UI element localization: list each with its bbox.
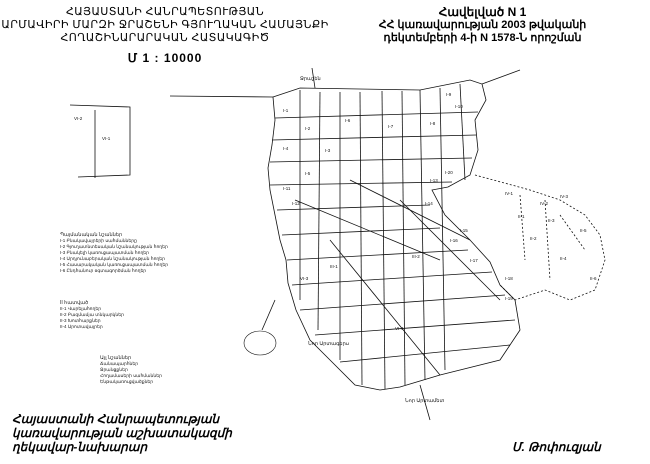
legend-group-2 xyxy=(60,300,124,330)
legend-group-3 xyxy=(100,355,162,385)
plot-label: I-13 xyxy=(430,178,438,183)
plot-label: VI-3 xyxy=(300,276,309,281)
plot-label: I-7 xyxy=(388,124,394,129)
plot-labels xyxy=(74,92,597,331)
plot-label: I-2 xyxy=(305,126,311,131)
plot-label: I-9 xyxy=(446,92,452,97)
legend-item: II-3 Խոտհարքներ xyxy=(60,318,101,323)
legend-heading: II հատված xyxy=(60,300,89,306)
plot-label: IV-1 xyxy=(505,191,514,196)
road-label-bottom-left: Նոր Արտագերս xyxy=(308,341,349,347)
legend-item: I-3 Բնակելի կառուցապատման հողեր xyxy=(60,250,150,255)
plot-label: I-4 xyxy=(283,146,289,151)
legend-item: I-5 Հասարակական կառուցապատման հողեր xyxy=(60,262,169,267)
east-lobe xyxy=(475,175,605,300)
legend-item: Հողամասերի սահմաններ xyxy=(100,373,162,378)
road-label-bottom-right: Նոր Արտամետ xyxy=(405,398,445,404)
plot-label: I-16 xyxy=(450,238,458,243)
plot-label: I-19 xyxy=(505,296,513,301)
plot-label: II-1 xyxy=(518,214,525,219)
map-title-line-3: ՀՈՂԱՇԻՆԱՐԱՐԱԿԱՆ ՀԱՏԱԿԱԳԻԾ xyxy=(60,32,270,44)
legend-heading: Պայմանական նշաններ xyxy=(60,232,123,238)
map-title-line-2: ԱՐՄԱՎԻՐԻ ՄԱՐԶԻ ՋՐԱՇԵՆԻ ԳՅՈՒՂԱԿԱՆ ՀԱՄԱՅՆՔԻ xyxy=(1,19,329,31)
plot-label: II-6 xyxy=(590,276,597,281)
plot-label: IV-2 xyxy=(540,201,549,206)
legend-item: I-2 Գյուղատնտեսական նշանակության հողեր xyxy=(60,244,168,249)
legend-item: II-2 Բազմամյա տնկարկներ xyxy=(60,312,124,317)
signatory-name: Մ. Թոփուզյան xyxy=(512,440,601,454)
plot-label: I-1 xyxy=(283,108,289,113)
legend-item: Ջրանցքներ xyxy=(100,367,128,372)
plot-label: I-18 xyxy=(505,276,513,281)
map-title-line-1: ՀԱՅԱՍՏԱՆԻ ՀԱՆՐԱՊԵՏՈՒԹՅԱՆ xyxy=(65,6,265,18)
plot-label: III-1 xyxy=(330,264,338,269)
signatory-line-3: ղեկավար-նախարար xyxy=(12,440,148,454)
signatory-title xyxy=(12,412,232,454)
annex-line-3: դեկտեմբերի 4-ի N 1578-Ն որոշման xyxy=(383,32,582,44)
plot-label: I-6 xyxy=(345,118,351,123)
map-scale: Մ 1 : 10000 xyxy=(127,51,203,65)
plot-label: II-5 xyxy=(580,228,587,233)
plot-label: II-4 xyxy=(560,256,567,261)
legend-item: Ենթակառուցվածքներ xyxy=(100,379,154,384)
field-outline xyxy=(244,331,276,355)
plot-label: II-2 xyxy=(530,236,537,241)
plot-label: VI-4 xyxy=(395,326,404,331)
plot-label: I-12 xyxy=(292,201,300,206)
plot-label: III-2 xyxy=(412,254,420,259)
legend-item: I-4 Արդյունաբերական նշանակության հողեր xyxy=(60,256,165,261)
legend-group-1 xyxy=(60,232,168,274)
road-southwest xyxy=(262,300,275,330)
plot-label: I-14 xyxy=(425,201,433,206)
road-northeast xyxy=(482,70,520,84)
plot-label: I-20 xyxy=(445,170,453,175)
legend-item: II-1 Վարելահողեր xyxy=(60,306,102,311)
annex-line-2: ՀՀ կառավարության 2003 թվականի xyxy=(378,19,587,31)
plot-label: I-5 xyxy=(305,171,311,176)
plot-label: I-17 xyxy=(470,258,478,263)
plot-label: I-8 xyxy=(430,121,436,126)
plot-label: VI-2 xyxy=(74,116,83,121)
plot-label: I-3 xyxy=(325,148,331,153)
annex-title: Հավելված N 1 xyxy=(438,5,527,19)
road-west xyxy=(170,96,273,97)
legend-item: II-4 Արոտավայրեր xyxy=(60,324,103,329)
plot-label: II-3 xyxy=(548,218,555,223)
signatory-line-1: Հայաստանի Հանրապետության xyxy=(12,412,220,426)
plot-label: I-10 xyxy=(455,104,463,109)
signatory-line-2: կառավարության աշխատակազմի xyxy=(12,426,232,440)
plot-label: I-11 xyxy=(283,186,291,191)
legend-item: I-6 Ընդհանուր օգտագործման հողեր xyxy=(60,268,147,273)
road-label-top: Ջրաշեն xyxy=(300,76,321,82)
plot-label: I-15 xyxy=(460,228,468,233)
legend-item: Ճանապարհներ xyxy=(100,361,139,366)
legend-heading: Այլ նշաններ xyxy=(100,355,132,361)
plot-label: VI-1 xyxy=(102,136,111,141)
legend-item: I-1 Բնակավայրերի սահմանները xyxy=(60,238,137,243)
plot-label: IV-3 xyxy=(560,194,569,199)
